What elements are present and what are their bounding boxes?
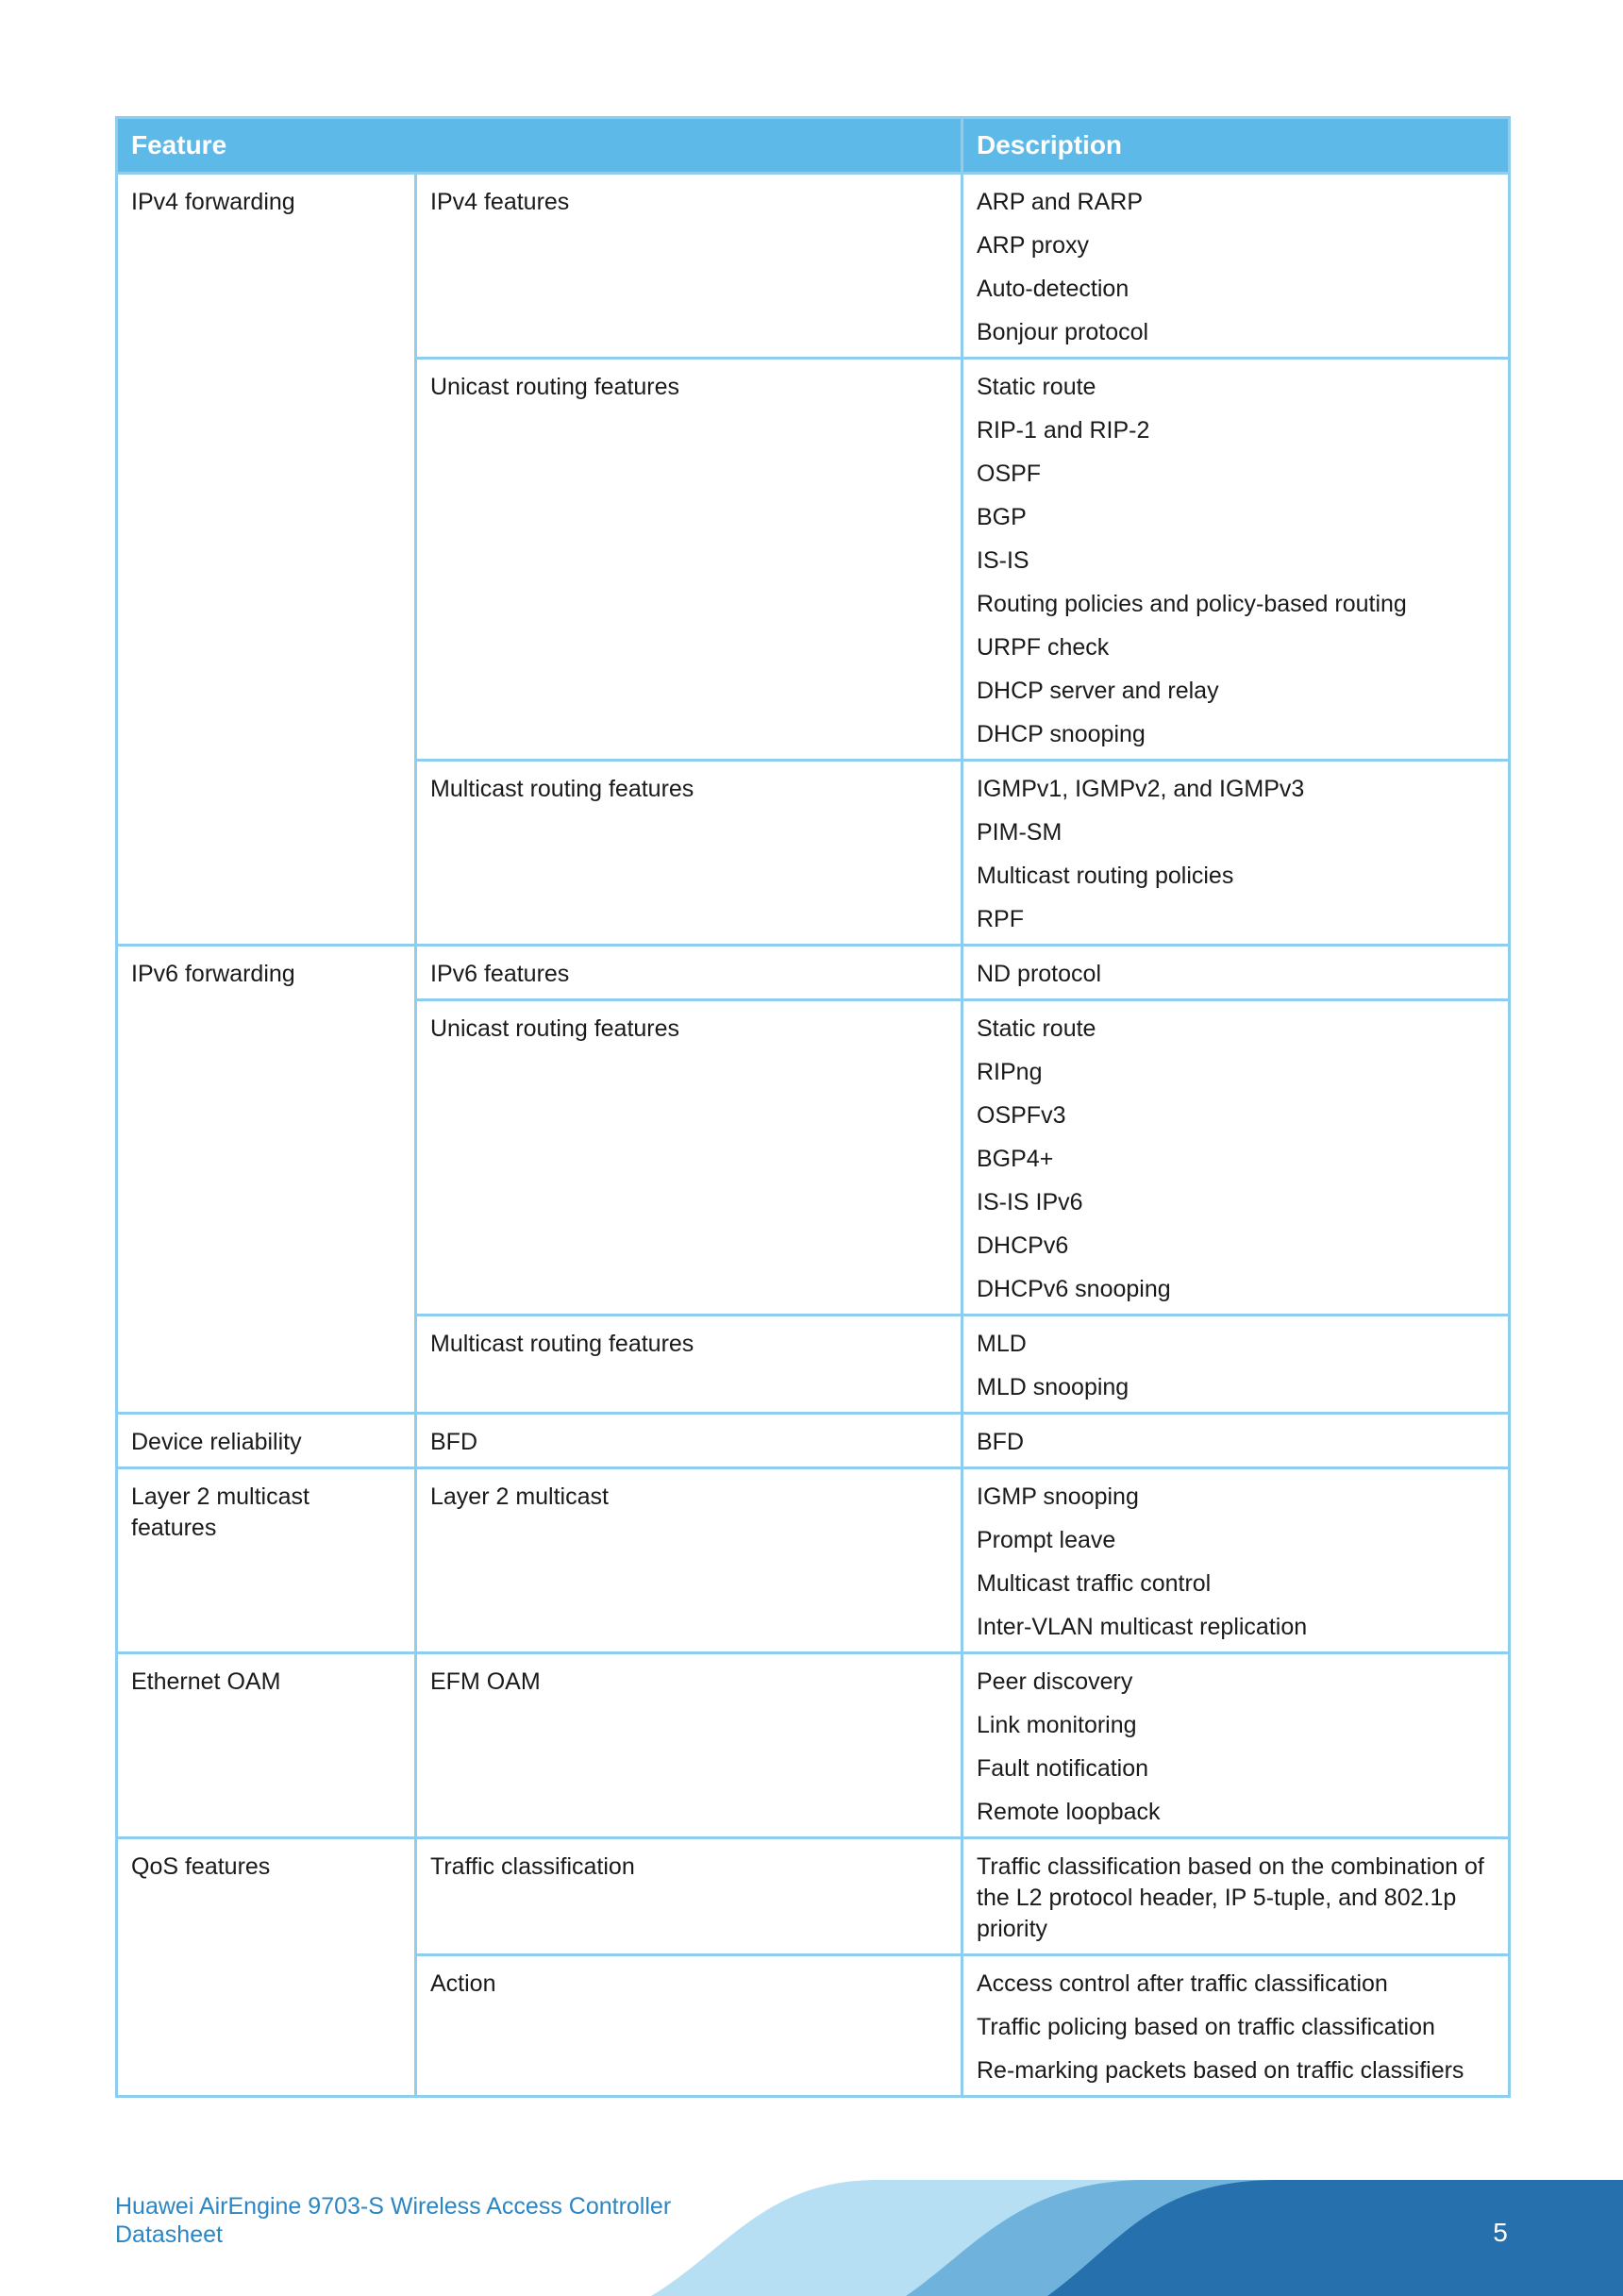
- table-row: [117, 1468, 1510, 1653]
- description-item: BGP: [977, 504, 1027, 530]
- description-item: OSPF: [977, 461, 1042, 487]
- description-item: Prompt leave: [977, 1527, 1116, 1553]
- description-item: BGP4+: [977, 1146, 1054, 1172]
- description-item: IS-IS IPv6: [977, 1189, 1083, 1215]
- description-item: DHCPv6 snooping: [977, 1276, 1171, 1302]
- description-item: ND protocol: [977, 961, 1101, 987]
- description-item: OSPFv3: [977, 1102, 1066, 1129]
- feature-cell: Layer 2 multicast features: [117, 1468, 416, 1653]
- description-cell: [962, 1955, 1510, 2097]
- description-item: RIP-1 and RIP-2: [977, 417, 1150, 444]
- description-item: Auto-detection: [977, 276, 1129, 302]
- subfeature-cell: IPv6 features: [416, 946, 962, 1000]
- description-item: Inter-VLAN multicast replication: [977, 1614, 1308, 1640]
- subfeature-cell: BFD: [416, 1414, 962, 1468]
- description-item: RPF: [977, 906, 1024, 932]
- footer-title-line2: Datasheet: [115, 2221, 223, 2248]
- description-cell: [962, 946, 1510, 1000]
- header-feature: Feature: [117, 118, 962, 174]
- description-item: ARP and RARP: [977, 189, 1144, 215]
- description-cell: [962, 1838, 1510, 1955]
- subfeature-cell: Unicast routing features: [416, 359, 962, 761]
- description-item: Link monitoring: [977, 1712, 1137, 1738]
- description-item: Static route: [977, 374, 1096, 400]
- subfeature-cell: Layer 2 multicast: [416, 1468, 962, 1653]
- description-item: Fault notification: [977, 1755, 1149, 1782]
- description-item: IS-IS: [977, 547, 1029, 574]
- description-item: Access control after traffic classification: [977, 1970, 1388, 1997]
- description-cell: [962, 1316, 1510, 1414]
- table-body: [117, 174, 1510, 2097]
- description-item: Multicast routing policies: [977, 863, 1234, 889]
- description-item: MLD: [977, 1331, 1027, 1357]
- subfeature-cell: Multicast routing features: [416, 761, 962, 946]
- description-cell: [962, 1000, 1510, 1316]
- description-item: Bonjour protocol: [977, 319, 1149, 345]
- subfeature-cell: Traffic classification: [416, 1838, 962, 1955]
- subfeature-cell: Unicast routing features: [416, 1000, 962, 1316]
- description-item: Static route: [977, 1015, 1096, 1042]
- feature-cell: IPv4 forwarding: [117, 174, 416, 946]
- description-item: Multicast traffic control: [977, 1570, 1212, 1597]
- description-item: DHCP server and relay: [977, 678, 1219, 704]
- description-item: RIPng: [977, 1059, 1043, 1085]
- footer-title-line1: Huawei AirEngine 9703-S Wireless Access Controller: [115, 2193, 672, 2220]
- subfeature-cell: EFM OAM: [416, 1653, 962, 1838]
- table-row: [117, 946, 1510, 1000]
- description-cell: [962, 174, 1510, 359]
- table-row: [117, 1838, 1510, 1955]
- subfeature-cell: IPv4 features: [416, 174, 962, 359]
- table-header-row: [117, 118, 1510, 174]
- description-cell: [962, 359, 1510, 761]
- feature-cell: QoS features: [117, 1838, 416, 2097]
- feature-cell: Device reliability: [117, 1414, 416, 1468]
- description-cell: [962, 1468, 1510, 1653]
- description-cell: [962, 761, 1510, 946]
- description-item: IGMPv1, IGMPv2, and IGMPv3: [977, 776, 1305, 802]
- feature-cell: Ethernet OAM: [117, 1653, 416, 1838]
- table-row: [117, 174, 1510, 359]
- subfeature-cell: Multicast routing features: [416, 1316, 962, 1414]
- subfeature-cell: Action: [416, 1955, 962, 2097]
- feature-cell: IPv6 forwarding: [117, 946, 416, 1414]
- description-item: BFD: [977, 1429, 1024, 1455]
- description-item: Routing policies and policy-based routing: [977, 591, 1407, 617]
- description-cell: [962, 1653, 1510, 1838]
- description-item: PIM-SM: [977, 819, 1062, 846]
- description-item: Remote loopback: [977, 1799, 1161, 1825]
- description-item: DHCP snooping: [977, 721, 1146, 747]
- description-item: IGMP snooping: [977, 1483, 1139, 1510]
- table-row: [117, 1414, 1510, 1468]
- description-item: Traffic policing based on traffic classification: [977, 2014, 1435, 2040]
- description-item: URPF check: [977, 634, 1110, 661]
- footer-document-title: [115, 2192, 795, 2249]
- description-item: Re-marking packets based on traffic classifiers: [977, 2057, 1464, 2084]
- table-row: [117, 1653, 1510, 1838]
- header-description: Description: [962, 118, 1510, 174]
- feature-table: [115, 116, 1511, 2098]
- description-item: Peer discovery: [977, 1668, 1133, 1695]
- description-cell: [962, 1414, 1510, 1468]
- description-item: ARP proxy: [977, 232, 1090, 259]
- description-item: DHCPv6: [977, 1232, 1069, 1259]
- description-item: Traffic classification based on the combination of the L2 protocol header, IP 5-tuple, and 802.1p priority: [977, 1853, 1484, 1942]
- page-number: 5: [1493, 2218, 1508, 2247]
- description-item: MLD snooping: [977, 1374, 1129, 1400]
